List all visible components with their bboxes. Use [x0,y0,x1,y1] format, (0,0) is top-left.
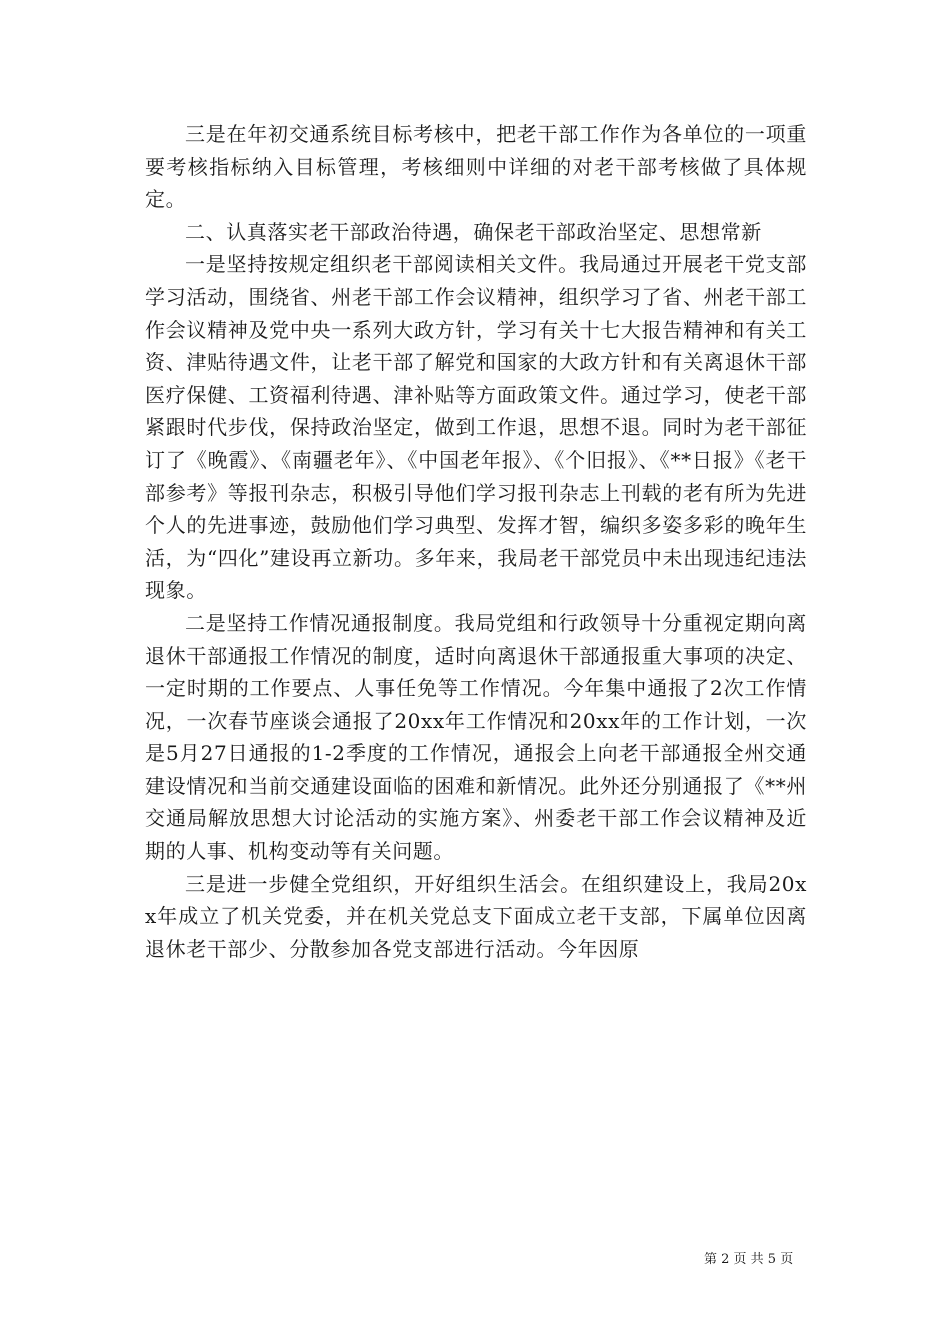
paragraph-work-briefing: 二是坚持工作情况通报制度。我局党组和行政领导十分重视定期向离退休干部通报工作情况的制度，适时向离退休干部通报重大事项的决定、一定时期的工作要点、人事任免等工作情况。今年集中通报了2次工作情况，一次春节座谈会通报了20xx年工作情况和20xx年的工作计划，一次是5月27日通报的1-2季度的工作情况，通报会上向老干部通报全州交通建设情况和当前交通建设面临的困难和新情况。此外还分别通报了《**州交通局解放思想大讨论活动的实施方案》、州委老干部工作会议精神及近期的人事、机构变动等有关问题。 [145,610,807,864]
page-number-footer: 第 2 页 共 5 页 [704,1252,794,1267]
paragraph-target-assessment: 三是在年初交通系统目标考核中，把老干部工作作为各单位的一项重要考核指标纳入目标管理，考核细则中详细的对老干部考核做了具体规定。 [145,122,807,212]
paragraph-document-reading: 一是坚持按规定组织老干部阅读相关文件。我局通过开展老干党支部学习活动，围绕省、州老干部工作会议精神，组织学习了省、州老干部工作会议精神及党中央一系列大政方针，学习有关十七大报告精神和有关工资、津贴待遇文件，让老干部了解党和国家的大政方针和有关离退休干部医疗保健、工资福利待遇、津补贴等方面政策文件。通过学习，使老干部紧跟时代步伐，保持政治坚定，做到工作退，思想不退。同时为老干部征订了《晚霞》、《南疆老年》、《中国老年报》、《个旧报》、《**日报》《老干部参考》等报刊杂志，积极引导他们学习报刊杂志上刊载的老有所为先进个人的先进事迹，鼓励他们学习典型、发挥才智，编织多姿多彩的晚年生活，为“四化”建设再立新功。多年来，我局老干部党员中未出现违纪违法现象。 [145,252,807,603]
document-body [145,118,807,965]
paragraph-party-organization: 三是进一步健全党组织，开好组织生活会。在组织建设上，我局20xx年成立了机关党委，并在机关党总支下面成立老干支部，下属单位因离退休老干部少、分散参加各党支部进行活动。今年因原 [145,871,807,961]
section-heading-political-treatment: 二、认真落实老干部政治待遇，确保老干部政治坚定、思想常新 [185,219,762,244]
